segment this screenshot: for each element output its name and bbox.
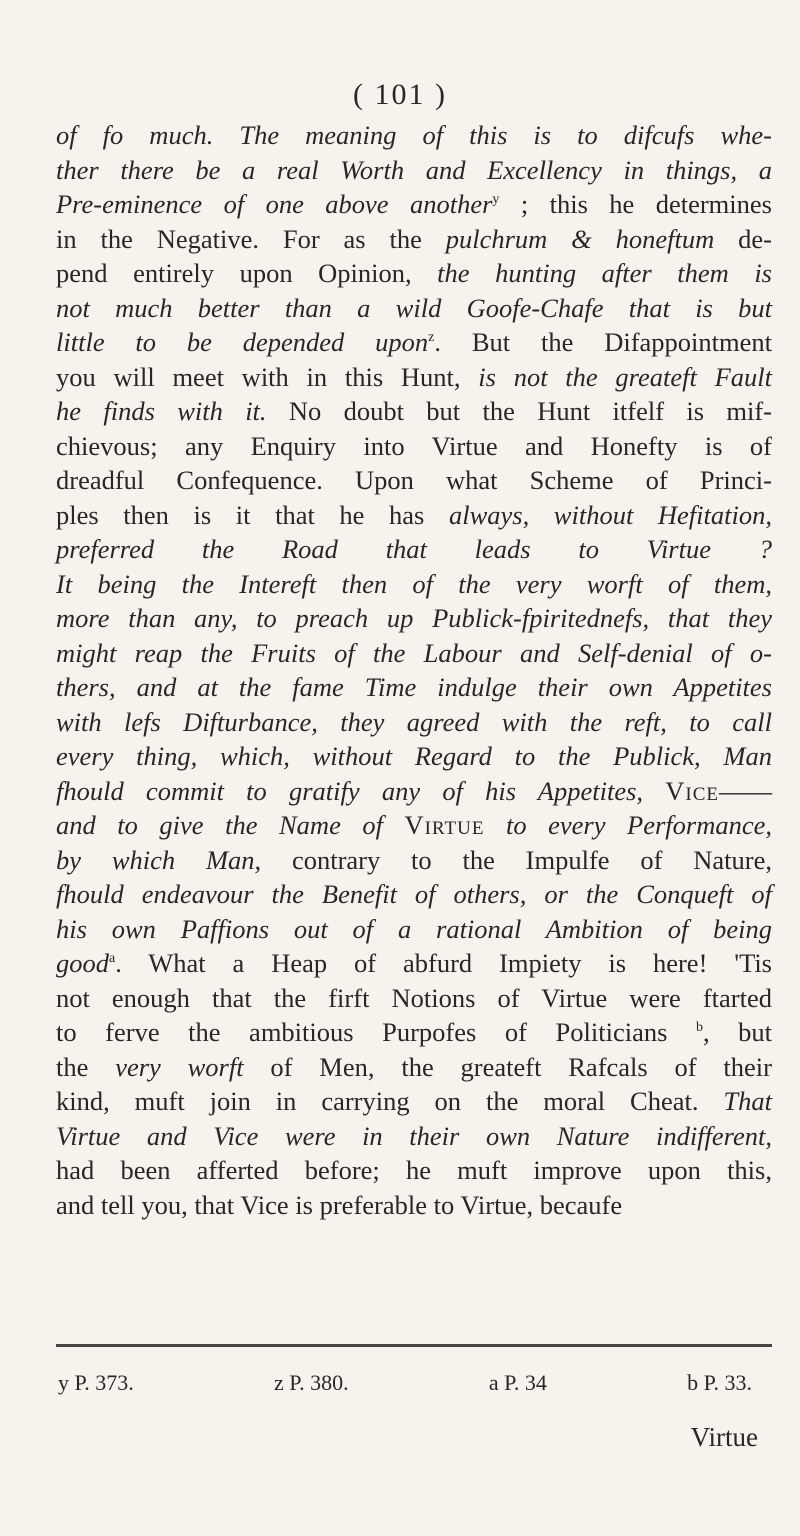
text-line [56,1188,772,1223]
text-run: he finds with it. [56,396,267,426]
text-run: his own Paffions out of a rational Ambition of being [56,913,772,944]
catchword: Virtue [690,1422,758,1452]
text-run: the [56,1051,116,1082]
text-run: pend entirely upon Opinion, [56,258,438,288]
text-run: That [723,1086,772,1116]
text-run: the hunting after them is [437,258,772,288]
text-line [56,636,772,671]
text-line [56,705,772,740]
text-run: of fo much. The meaning of this is to difcufs whe- [56,120,772,150]
text-run: Virtue and Vice were in their own Nature indifferent, [56,1120,772,1151]
text-line [56,808,772,843]
footnote-marker: z [428,330,435,346]
text-line [56,429,772,464]
text-run: very worft [115,1051,244,1082]
text-run: contrary to the Impulfe of Nature, [261,844,772,875]
text-run: Pre-eminence of one above another [56,189,493,219]
text-run: not much better than a wild Goofe-Chafe that is but [56,292,772,323]
text-line [56,1015,772,1050]
footnote: a P. 34 [488,1370,547,1395]
text-line [56,981,772,1016]
text-line [56,222,772,257]
text-line [56,118,772,153]
text-run: is not the greateft Fault [478,361,772,392]
text-run: ther there be a real Worth and Excellency in things, a [56,154,772,185]
footnotes [56,1370,772,1396]
text-line [56,774,772,809]
text-line [56,1084,772,1119]
text-run: kind, muft join in carrying on the moral Cheat. [56,1086,724,1116]
text-run: to ferve the ambitious Purpofes of Politicians [56,1017,696,1047]
text-run: Vice [665,775,719,806]
text-line [56,843,772,878]
text-line [56,187,772,222]
text-line [56,498,772,533]
body-text [56,118,772,1222]
footnote-marker: y [492,192,500,208]
text-line [56,946,772,981]
text-line [56,256,772,291]
text-run: you will meet with in this Hunt, [56,361,479,392]
text-line [56,877,772,912]
text-run: thers, and at the fame Time indulge their own Appetites [56,672,772,702]
text-run: by which Man, [56,844,262,875]
text-run: always, without Hefitation, [448,499,772,530]
text-line [56,360,772,395]
text-run: —— [719,775,772,806]
text-run: might reap the Fruits of the Labour and Self-denial of o- [56,637,772,668]
text-line [56,912,772,947]
text-run: in the Negative. For as the [56,223,446,254]
text-line [56,394,772,429]
page-number: ( 101 ) [353,78,447,111]
text-line [56,1153,772,1188]
text-run: It being the Intereft then of the very worft of them, [56,568,772,599]
text-run: to every Performance, [484,810,772,840]
footnote-marker: a [109,951,116,967]
text-run: fhould endeavour the Benefit of others, or the Conqueft of [56,879,772,909]
text-run: fhould commit to gratify any of his Appetites, [56,775,666,806]
text-line [56,1050,772,1085]
text-run: not enough that the firft Notions of Virtue were ftarted [56,982,772,1013]
text-run: . What a Heap of abfurd Impiety is here! 'Tis [115,948,772,978]
text-line [56,567,772,602]
text-run: chievous; any Enquiry into Virtue and Honefty is of [56,430,772,461]
text-line [56,532,772,567]
text-run: more than any, to preach up Publick-fpiritednefs, that they [56,603,772,633]
footnote: y P. 373. [58,1370,134,1395]
text-line [56,601,772,636]
text-run: No doubt but the Hunt itfelf is mif- [266,396,772,426]
text-run: dreadful Confequence. Upon what Scheme of Princi- [56,465,772,495]
footnote: z P. 380. [274,1370,349,1395]
text-run: preferred the Road that leads to Virtue ? [56,534,772,564]
footnote-marker: b [695,1020,703,1036]
text-run: every thing, which, without Regard to the Publick, Man [56,741,772,771]
text-run: de- [714,223,773,254]
text-run: ples then is it that he has [56,499,449,530]
text-line [56,463,772,498]
text-run: ; this he determines [499,189,772,219]
text-line [56,291,772,326]
text-line [56,153,772,188]
text-run: little to be depended upon [56,327,429,357]
text-run: Virtue [404,810,485,840]
text-run: , but [702,1017,772,1047]
footnote: b P. 33. [687,1370,752,1395]
text-line [56,670,772,705]
text-run: with lefs Difturbance, they agreed with the reft, to call [56,706,772,737]
text-line [56,739,772,774]
text-run: of Men, the greateft Rafcals of their [243,1051,772,1082]
text-run: had been afferted before; he muft improve upon this, [56,1155,772,1185]
footnote-rule [56,1344,772,1347]
text-run: and tell you, that Vice is preferable to Virtue, becaufe [56,1189,623,1220]
text-run: and to give the Name of [56,810,405,840]
text-run: pulchrum & honeftum [445,223,715,254]
text-line [56,325,772,360]
text-run: good [56,948,109,978]
text-line [56,1119,772,1154]
text-run: . But the Difappointment [434,327,772,357]
